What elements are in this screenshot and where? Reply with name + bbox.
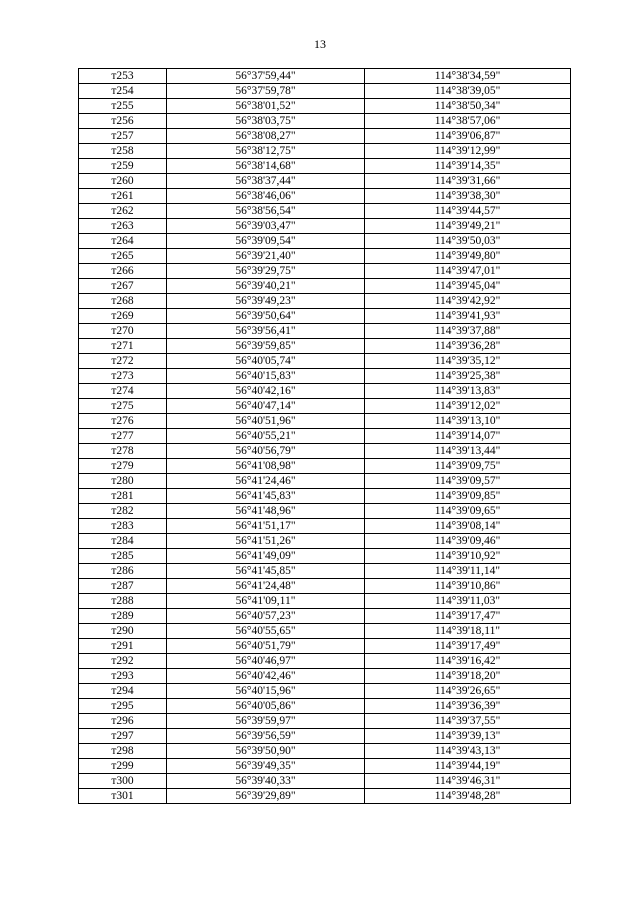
point-id-cell: т280 <box>79 474 167 489</box>
latitude-cell: 56°39'40,33" <box>167 774 365 789</box>
latitude-cell: 56°41'45,85" <box>167 564 365 579</box>
table-row <box>79 219 571 234</box>
longitude-cell: 114°39'17,49" <box>365 639 571 654</box>
longitude-cell: 114°39'13,10" <box>365 414 571 429</box>
table-row <box>79 624 571 639</box>
longitude-cell: 114°39'36,28" <box>365 339 571 354</box>
longitude-cell: 114°39'46,31" <box>365 774 571 789</box>
point-id-cell: т266 <box>79 264 167 279</box>
longitude-cell: 114°39'06,87" <box>365 129 571 144</box>
longitude-cell: 114°39'17,47" <box>365 609 571 624</box>
point-id-cell: т278 <box>79 444 167 459</box>
longitude-cell: 114°39'43,13" <box>365 744 571 759</box>
longitude-cell: 114°39'49,21" <box>365 219 571 234</box>
latitude-cell: 56°40'47,14" <box>167 399 365 414</box>
latitude-cell: 56°39'09,54" <box>167 234 365 249</box>
longitude-cell: 114°39'10,92" <box>365 549 571 564</box>
table-row <box>79 549 571 564</box>
longitude-cell: 114°39'11,14" <box>365 564 571 579</box>
latitude-cell: 56°40'55,21" <box>167 429 365 444</box>
longitude-cell: 114°39'26,65" <box>365 684 571 699</box>
point-id-cell: т259 <box>79 159 167 174</box>
point-id-cell: т263 <box>79 219 167 234</box>
latitude-cell: 56°38'46,06" <box>167 189 365 204</box>
coordinates-table <box>78 68 571 804</box>
point-id-cell: т254 <box>79 84 167 99</box>
point-id-cell: т297 <box>79 729 167 744</box>
table-row <box>79 699 571 714</box>
latitude-cell: 56°41'24,46" <box>167 474 365 489</box>
latitude-cell: 56°39'49,35" <box>167 759 365 774</box>
table-row <box>79 459 571 474</box>
table-row <box>79 789 571 804</box>
latitude-cell: 56°40'56,79" <box>167 444 365 459</box>
point-id-cell: т279 <box>79 459 167 474</box>
point-id-cell: т292 <box>79 654 167 669</box>
table-row <box>79 774 571 789</box>
longitude-cell: 114°39'49,80" <box>365 249 571 264</box>
table-row <box>79 429 571 444</box>
latitude-cell: 56°39'49,23" <box>167 294 365 309</box>
latitude-cell: 56°41'08,98" <box>167 459 365 474</box>
table-row <box>79 579 571 594</box>
latitude-cell: 56°40'15,96" <box>167 684 365 699</box>
latitude-cell: 56°39'29,89" <box>167 789 365 804</box>
point-id-cell: т260 <box>79 174 167 189</box>
latitude-cell: 56°38'56,54" <box>167 204 365 219</box>
table-row <box>79 69 571 84</box>
point-id-cell: т258 <box>79 144 167 159</box>
table-row <box>79 249 571 264</box>
longitude-cell: 114°39'09,75" <box>365 459 571 474</box>
longitude-cell: 114°39'18,11" <box>365 624 571 639</box>
longitude-cell: 114°39'31,66" <box>365 174 571 189</box>
longitude-cell: 114°38'57,06" <box>365 114 571 129</box>
point-id-cell: т277 <box>79 429 167 444</box>
latitude-cell: 56°38'14,68" <box>167 159 365 174</box>
latitude-cell: 56°39'56,59" <box>167 729 365 744</box>
point-id-cell: т264 <box>79 234 167 249</box>
latitude-cell: 56°40'51,96" <box>167 414 365 429</box>
latitude-cell: 56°39'03,47" <box>167 219 365 234</box>
table-row <box>79 324 571 339</box>
table-row <box>79 309 571 324</box>
latitude-cell: 56°38'03,75" <box>167 114 365 129</box>
point-id-cell: т288 <box>79 594 167 609</box>
page-number: 13 <box>314 37 326 51</box>
latitude-cell: 56°39'29,75" <box>167 264 365 279</box>
point-id-cell: т268 <box>79 294 167 309</box>
table-row <box>79 369 571 384</box>
latitude-cell: 56°38'37,44" <box>167 174 365 189</box>
latitude-cell: 56°37'59,78" <box>167 84 365 99</box>
table-row <box>79 279 571 294</box>
point-id-cell: т299 <box>79 759 167 774</box>
table-row <box>79 354 571 369</box>
point-id-cell: т296 <box>79 714 167 729</box>
latitude-cell: 56°41'09,11" <box>167 594 365 609</box>
table-row <box>79 204 571 219</box>
longitude-cell: 114°39'38,30" <box>365 189 571 204</box>
table-row <box>79 564 571 579</box>
point-id-cell: т290 <box>79 624 167 639</box>
point-id-cell: т270 <box>79 324 167 339</box>
longitude-cell: 114°39'13,44" <box>365 444 571 459</box>
point-id-cell: т291 <box>79 639 167 654</box>
table-row <box>79 759 571 774</box>
point-id-cell: т257 <box>79 129 167 144</box>
table-row <box>79 384 571 399</box>
longitude-cell: 114°39'10,86" <box>365 579 571 594</box>
latitude-cell: 56°39'40,21" <box>167 279 365 294</box>
longitude-cell: 114°39'41,93" <box>365 309 571 324</box>
point-id-cell: т286 <box>79 564 167 579</box>
point-id-cell: т271 <box>79 339 167 354</box>
longitude-cell: 114°39'39,13" <box>365 729 571 744</box>
point-id-cell: т253 <box>79 69 167 84</box>
longitude-cell: 114°39'36,39" <box>365 699 571 714</box>
longitude-cell: 114°39'12,02" <box>365 399 571 414</box>
point-id-cell: т267 <box>79 279 167 294</box>
point-id-cell: т265 <box>79 249 167 264</box>
latitude-cell: 56°41'51,26" <box>167 534 365 549</box>
table-row <box>79 609 571 624</box>
latitude-cell: 56°41'49,09" <box>167 549 365 564</box>
latitude-cell: 56°39'50,90" <box>167 744 365 759</box>
table-row <box>79 504 571 519</box>
latitude-cell: 56°40'05,74" <box>167 354 365 369</box>
table-row <box>79 729 571 744</box>
table-row <box>79 174 571 189</box>
longitude-cell: 114°39'09,85" <box>365 489 571 504</box>
point-id-cell: т283 <box>79 519 167 534</box>
longitude-cell: 114°39'42,92" <box>365 294 571 309</box>
longitude-cell: 114°39'11,03" <box>365 594 571 609</box>
latitude-cell: 56°40'55,65" <box>167 624 365 639</box>
point-id-cell: т269 <box>79 309 167 324</box>
latitude-cell: 56°40'42,16" <box>167 384 365 399</box>
latitude-cell: 56°41'48,96" <box>167 504 365 519</box>
point-id-cell: т275 <box>79 399 167 414</box>
point-id-cell: т256 <box>79 114 167 129</box>
latitude-cell: 56°39'56,41" <box>167 324 365 339</box>
table-row <box>79 234 571 249</box>
longitude-cell: 114°38'39,05" <box>365 84 571 99</box>
point-id-cell: т295 <box>79 699 167 714</box>
longitude-cell: 114°38'34,59" <box>365 69 571 84</box>
point-id-cell: т287 <box>79 579 167 594</box>
point-id-cell: т301 <box>79 789 167 804</box>
latitude-cell: 56°40'46,97" <box>167 654 365 669</box>
longitude-cell: 114°39'44,19" <box>365 759 571 774</box>
latitude-cell: 56°37'59,44" <box>167 69 365 84</box>
point-id-cell: т298 <box>79 744 167 759</box>
longitude-cell: 114°39'45,04" <box>365 279 571 294</box>
point-id-cell: т273 <box>79 369 167 384</box>
latitude-cell: 56°41'51,17" <box>167 519 365 534</box>
latitude-cell: 56°40'57,23" <box>167 609 365 624</box>
longitude-cell: 114°39'37,88" <box>365 324 571 339</box>
point-id-cell: т255 <box>79 99 167 114</box>
table-row <box>79 534 571 549</box>
table-row <box>79 519 571 534</box>
latitude-cell: 56°38'08,27" <box>167 129 365 144</box>
longitude-cell: 114°39'18,20" <box>365 669 571 684</box>
coordinates-table-body <box>79 69 571 804</box>
table-row <box>79 189 571 204</box>
longitude-cell: 114°39'25,38" <box>365 369 571 384</box>
latitude-cell: 56°38'01,52" <box>167 99 365 114</box>
longitude-cell: 114°39'47,01" <box>365 264 571 279</box>
table-row <box>79 594 571 609</box>
point-id-cell: т293 <box>79 669 167 684</box>
point-id-cell: т272 <box>79 354 167 369</box>
table-row <box>79 444 571 459</box>
latitude-cell: 56°39'59,85" <box>167 339 365 354</box>
latitude-cell: 56°40'15,83" <box>167 369 365 384</box>
longitude-cell: 114°39'44,57" <box>365 204 571 219</box>
table-row <box>79 714 571 729</box>
latitude-cell: 56°39'21,40" <box>167 249 365 264</box>
table-row <box>79 294 571 309</box>
longitude-cell: 114°39'09,57" <box>365 474 571 489</box>
point-id-cell: т262 <box>79 204 167 219</box>
point-id-cell: т276 <box>79 414 167 429</box>
point-id-cell: т282 <box>79 504 167 519</box>
latitude-cell: 56°39'50,64" <box>167 309 365 324</box>
longitude-cell: 114°39'13,83" <box>365 384 571 399</box>
table-row <box>79 99 571 114</box>
longitude-cell: 114°39'09,65" <box>365 504 571 519</box>
latitude-cell: 56°41'45,83" <box>167 489 365 504</box>
table-row <box>79 399 571 414</box>
point-id-cell: т294 <box>79 684 167 699</box>
table-row <box>79 474 571 489</box>
longitude-cell: 114°39'35,12" <box>365 354 571 369</box>
longitude-cell: 114°39'14,07" <box>365 429 571 444</box>
latitude-cell: 56°40'05,86" <box>167 699 365 714</box>
point-id-cell: т274 <box>79 384 167 399</box>
table-row <box>79 129 571 144</box>
longitude-cell: 114°39'37,55" <box>365 714 571 729</box>
table-row <box>79 654 571 669</box>
longitude-cell: 114°39'48,28" <box>365 789 571 804</box>
point-id-cell: т289 <box>79 609 167 624</box>
latitude-cell: 56°38'12,75" <box>167 144 365 159</box>
longitude-cell: 114°39'50,03" <box>365 234 571 249</box>
point-id-cell: т261 <box>79 189 167 204</box>
table-row <box>79 414 571 429</box>
table-row <box>79 264 571 279</box>
longitude-cell: 114°38'50,34" <box>365 99 571 114</box>
table-row <box>79 669 571 684</box>
table-row <box>79 489 571 504</box>
point-id-cell: т285 <box>79 549 167 564</box>
table-row <box>79 84 571 99</box>
longitude-cell: 114°39'09,46" <box>365 534 571 549</box>
point-id-cell: т281 <box>79 489 167 504</box>
table-row <box>79 114 571 129</box>
point-id-cell: т300 <box>79 774 167 789</box>
latitude-cell: 56°40'51,79" <box>167 639 365 654</box>
table-row <box>79 744 571 759</box>
point-id-cell: т284 <box>79 534 167 549</box>
table-row <box>79 339 571 354</box>
latitude-cell: 56°41'24,48" <box>167 579 365 594</box>
table-row <box>79 639 571 654</box>
table-row <box>79 684 571 699</box>
longitude-cell: 114°39'16,42" <box>365 654 571 669</box>
longitude-cell: 114°39'12,99" <box>365 144 571 159</box>
longitude-cell: 114°39'14,35" <box>365 159 571 174</box>
latitude-cell: 56°40'42,46" <box>167 669 365 684</box>
latitude-cell: 56°39'59,97" <box>167 714 365 729</box>
table-row <box>79 159 571 174</box>
longitude-cell: 114°39'08,14" <box>365 519 571 534</box>
table-row <box>79 144 571 159</box>
